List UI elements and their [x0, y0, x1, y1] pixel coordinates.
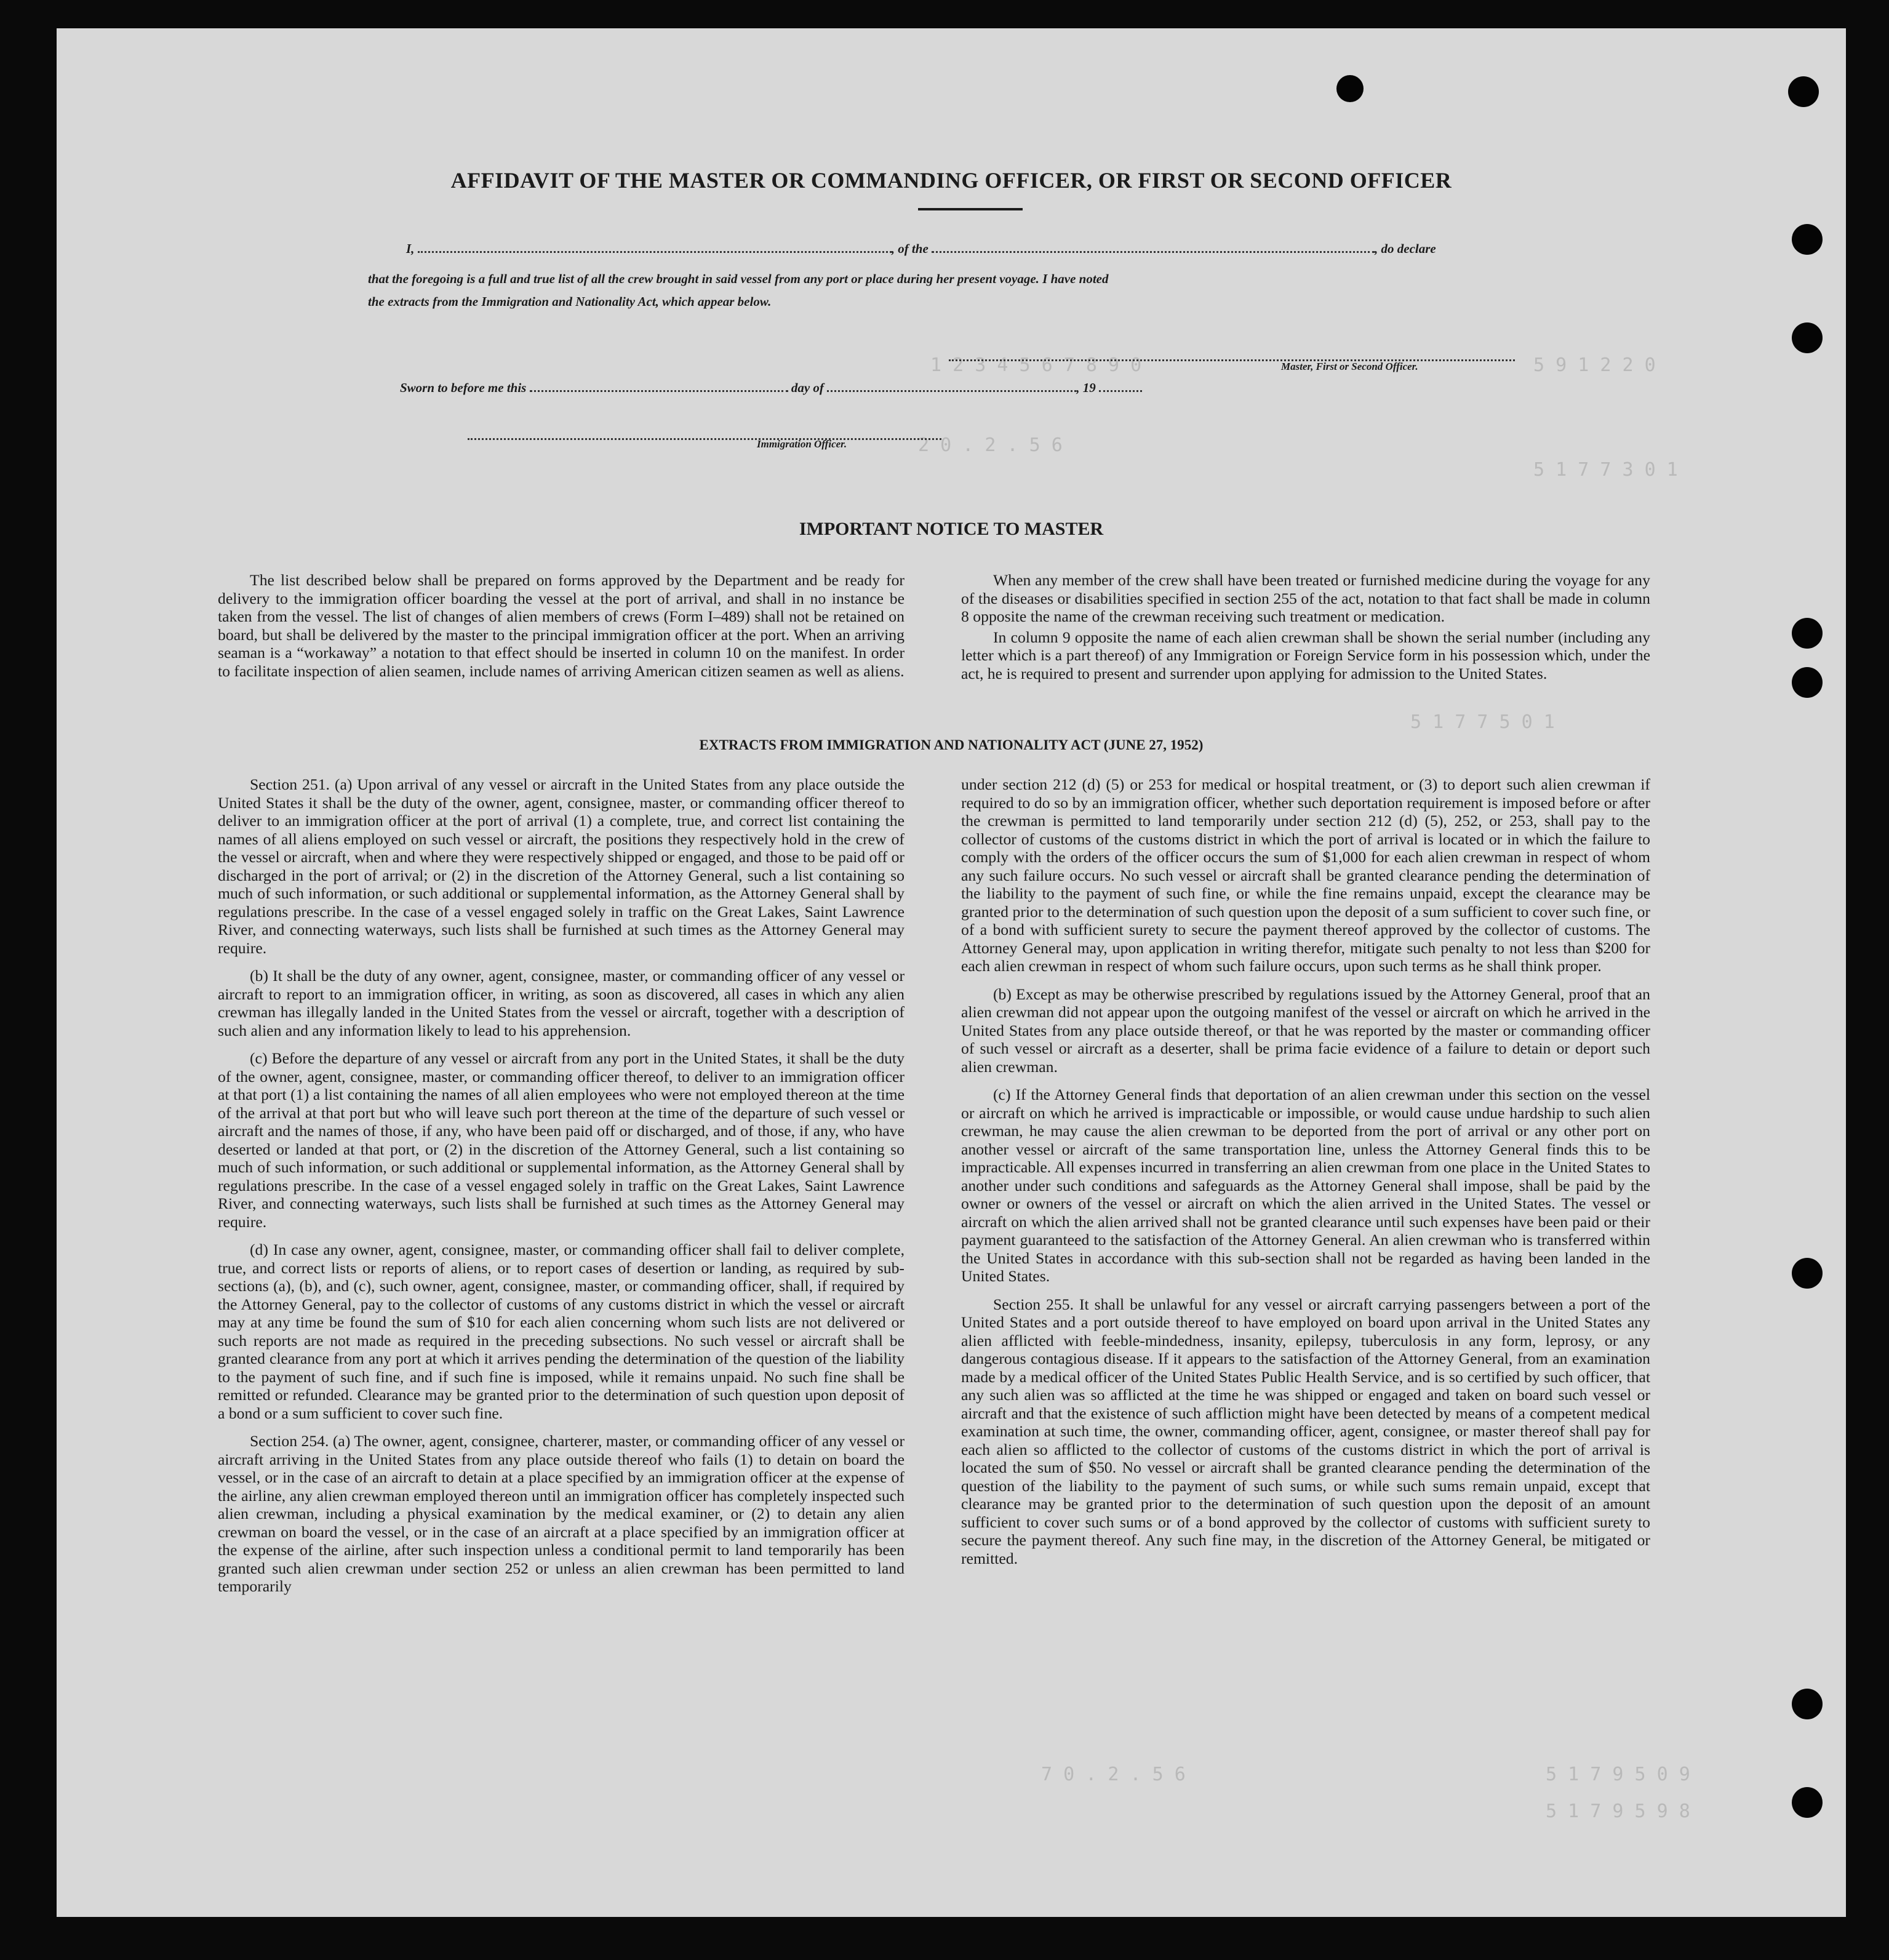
- punch-hole: [1336, 75, 1364, 102]
- punch-hole: [1792, 1258, 1823, 1289]
- bleed-through-text: 7 0 . 2 . 5 6: [1041, 1764, 1186, 1785]
- extracts-heading: EXTRACTS FROM IMMIGRATION AND NATIONALITY ACT (JUNE 27, 1952): [699, 737, 1204, 753]
- sworn-year-field[interactable]: [1099, 382, 1142, 392]
- name-field[interactable]: [418, 242, 892, 253]
- section-251c: (c) Before the departure of any vessel or aircraft from any port in the United States, it shall be the duty of the owner, agent, consignee, master, or commanding officer thereof, to deliver to an immigration officer at that port (1) a list containing the names of all alien employees who were not employed thereon at the time of the arrival at that port but who will leave such port thereon at the time of the departure of such vessel or aircraft and the names of those, if any, who have been paid off or discharged, and of those, if any, who have deserted or landed at that port, or (2) in the discretion of the Attorney General, such a list containing so much of such information, or such additional or supplemental information, as the Attorney General shall by regulations prescribe. In the case of a vessel engaged solely in traffic on the Great Lakes, Saint Lawrence River, and connecting waterways, such lists shall be furnished at such times as the Attorney General may require.: [218, 1049, 905, 1231]
- bleed-through-text: 5 1 7 7 3 0 1: [1533, 459, 1678, 481]
- punch-hole: [1792, 224, 1823, 255]
- sworn-prefix: Sworn to before me this: [400, 380, 527, 395]
- extracts-left-column: [218, 775, 905, 1606]
- punch-hole: [1792, 322, 1823, 353]
- bleed-through-text: 5 1 7 9 5 0 9: [1546, 1764, 1690, 1785]
- section-251a: Section 251. (a) Upon arrival of any vessel or aircraft in the United States from any place outside the United States it shall be the duty of the owner, agent, consignee, master, or commanding officer thereof to deliver to an immigration officer at the port of arrival (1) a complete, true, and correct list containing the names of all aliens employed on such vessel or aircraft, the positions they respectively hold in the crew of the vessel or aircraft, when and where they were respectively shipped or engaged, and those to be paid off or discharged in the port of arrival; or (2) in the discretion of the Attorney General, such a list containing so much of such information, or such additional or supplemental information, as the Attorney General shall by regulations prescribe. In the case of a vessel engaged solely in traffic on the Great Lakes, Saint Lawrence River, and connecting waterways, such lists shall be furnished at such times as the Attorney General may require.: [218, 775, 905, 957]
- notice-left-column: [218, 571, 905, 690]
- notice-paragraph: When any member of the crew shall have been treated or furnished medicine during the voyage for any of the diseases or disabilities specified in section 255 of the act, notation to that fact shall be made in column 8 opposite the name of the crewman receiving such treatment or medication.: [961, 571, 1650, 625]
- section-254b: (b) Except as may be otherwise prescribed by regulations issued by the Attorney General, proof that an alien crewman did not appear upon the outgoing manifest of the vessel or aircraft on which he arrived in the United States from any place outside thereof, or that he was reported by the master or commanding officer of such vessel or aircraft as a deserter, shall be prima facie evidence of a failure to detain or deport such alien crewman.: [961, 985, 1650, 1076]
- section-255: Section 255. It shall be unlawful for any vessel or aircraft carrying passengers between a port of the United States and a port outside thereof to have employed on board upon arrival in the United States any alien afflicted with feeble-mindedness, insanity, epilepsy, tuberculosis in any form, leprosy, or any dangerous contagious disease. If it appears to the satisfaction of the Attorney General, from an examination made by a medical officer of the United States Public Health Service, and is so certified by such officer, that any such alien was so afflicted at the time he was shipped or engaged and taken on board such vessel or aircraft and that the existence of such affliction might have been detected by means of a competent medical examination at such time, the owner, commanding officer, agent, consignee, or master thereof shall pay for each alien so afflicted to the collector of customs of the customs district in which the port of arrival is located the sum of $50. No vessel or aircraft shall be granted clearance pending the determination of the question of the liability to the payment of such sums, or while such sums remain unpaid, except that clearance may be granted prior to the determination of such question upon the deposit of an amount sufficient to cover such sums or of a bond approved by the collector of customs with sufficient surety to secure the payment thereof. Any such fine may, in the discretion of the Attorney General, be mitigated or remitted.: [961, 1295, 1650, 1567]
- bleed-through-text: 1 2 3 4 5 6 7 8 9 0: [930, 354, 1142, 376]
- declare-of: , of the: [891, 241, 929, 256]
- section-251b: (b) It shall be the duty of any owner, agent, consignee, master, or commanding officer of any vessel or aircraft to report to an immigration officer, in writing, as soon as discovered, all cases in which any alien crewman has illegally landed in the United States from the vessel or aircraft, together with a description of such alien and any information likely to lead to his apprehension.: [218, 967, 905, 1039]
- bleed-through-text: 5 1 7 9 5 9 8: [1546, 1801, 1690, 1822]
- notice-right-column: [961, 571, 1650, 692]
- sworn-line: [400, 380, 1142, 396]
- section-254c: (c) If the Attorney General finds that deportation of an alien crewman under this section on the vessel or aircraft on which he arrived is impracticable or impossible, or would cause undue hardship to such alien crewman, he may cause the alien crewman to be deported from the port of arrival or any other port on another vessel or aircraft of the same transportation line, unless the Attorney General finds this to be impracticable. All expenses incurred in transferring an alien crewman from one place in the United States to another under such conditions and safeguards as the Attorney General shall impose, shall be paid by the owner or owners of the vessel or aircraft on which the alien arrived in the United States. The vessel or aircraft on which the alien arrived shall not be granted clearance until such expenses have been paid or their payment guaranteed to the satisfaction of the Attorney General. An alien crewman who is transferred within the United States in accordance with this sub-section shall not be regarded as having been landed in the United States.: [961, 1086, 1650, 1285]
- vessel-field[interactable]: [932, 242, 1375, 253]
- section-251d: (d) In case any owner, agent, consignee, master, or commanding officer shall fail to deliver complete, true, and correct lists or reports of aliens, or to report cases of desertion or landing, as required by sub-sections (a), (b), and (c), such owner, agent, consignee, master, or commanding officer, shall, if required by the Attorney General, pay to the collector of customs of any customs district in which the vessel or aircraft may at any time be found the sum of $10 for each alien concerning whom such lists are not delivered or such reports are not made as required in the preceding subsections. No such vessel or aircraft shall be granted clearance from any port at which it arrives pending the determination of the question of the liability to the payment of such fine, and if such fine is imposed, while it remains unpaid. No such fine shall be remitted or refunded. Clearance may be granted prior to the determination of such question upon deposit of a bond or a sum sufficient to cover such fine.: [218, 1241, 905, 1422]
- declare-prefix: I,: [406, 241, 415, 256]
- master-caption: Master, First or Second Officer.: [1281, 361, 1418, 372]
- notice-paragraph: The list described below shall be prepared on forms approved by the Department and be ready for delivery to the immigration officer boarding the vessel at the port of arrival, and shall in no instance be taken from the vessel. The list of changes of alien members of crews (Form I–489) shall not be retained on board, but shall be delivered by the master to the principal immigration officer at the port. When an arriving seaman is a “workaway” a notation to that effect should be inserted in column 10 on the manifest. In order to facilitate inspection of alien seamen, include names of arriving American citizen seamen as well as aliens.: [218, 571, 905, 680]
- declaration-text-2: the extracts from the Immigration and Nationality Act, which appear below.: [368, 294, 772, 309]
- sworn-month-field[interactable]: [827, 382, 1076, 392]
- declare-suffix: , do declare: [1375, 241, 1436, 256]
- immigration-officer-signature-field[interactable]: [468, 430, 941, 440]
- affidavit-title: AFFIDAVIT OF THE MASTER OR COMMANDING OFFICER, OR FIRST OR SECOND OFFICER: [450, 168, 1452, 193]
- bleed-through-text: 5 1 7 7 5 0 1: [1410, 711, 1555, 733]
- bleed-through-text: 5 9 1 2 2 0: [1533, 354, 1656, 376]
- punch-hole: [1792, 1689, 1823, 1719]
- section-254a-continued: under section 212 (d) (5) or 253 for medical or hospital treatment, or (3) to deport such alien crewman if required to do so by an immigration officer, whether such deportation requirement is imposed before or after the crewman is permitted to land temporarily under section 212 (d) (5), 252, or 253, shall pay to the collector of customs of the customs district in which the port of arrival is located or in which the failure to comply with the orders of the officer occurs the sum of $1,000 for each alien crewman in respect of whom any such failure occurs. No such vessel or aircraft shall be granted clearance pending the determination of the liability to the payment of such fine, or while the fine remains unpaid, except the clearance may be granted prior to the determination of such question upon the deposit of a sum sufficient to cover such fine, or of a bond with sufficient surety to secure the payment thereof approved by the collector of customs. The Attorney General may, upon application in writing therefor, mitigate such penalty to not less than $200 for each alien crewman in respect of whom such failure occurs, upon such terms as he shall think proper.: [961, 775, 1650, 975]
- punch-hole: [1788, 76, 1819, 107]
- section-254a: Section 254. (a) The owner, agent, consignee, charterer, master, or commanding officer of any vessel or aircraft arriving in the United States from any place outside thereof who fails (1) to detain on board the vessel, or in the case of an aircraft to detain at a place specified by an immigration officer at the expense of the airline, any alien crewman employed thereon until an immigration officer has completely inspected such alien crewman, including a physical examination by the medical examiner, or (2) to detain any alien crewman on board the vessel, or in the case of an aircraft at a place specified by an immigration officer at the expense of the airline, after such inspection unless a conditional permit to land temporarily has been granted such alien crewman under section 252 or unless an alien crewman has been permitted to land temporarily: [218, 1432, 905, 1595]
- extracts-right-column: [961, 775, 1650, 1577]
- punch-hole: [1792, 1787, 1823, 1818]
- sworn-day-of: day of: [791, 380, 824, 395]
- document-page: [57, 28, 1846, 1917]
- sworn-year: , 19: [1076, 380, 1096, 395]
- title-underline: [918, 208, 1023, 210]
- notice-paragraph: In column 9 opposite the name of each alien crewman shall be shown the serial number (including any letter which is a part thereof) of any Immigration or Foreign Service form in his possession which, under the act, he is required to present and surrender upon applying for admission to the United States.: [961, 628, 1650, 682]
- declaration-text-1: that the foregoing is a full and true list of all the crew brought in said vessel from any port or place during her present voyage. I have noted: [368, 271, 1109, 286]
- notice-heading: IMPORTANT NOTICE TO MASTER: [799, 519, 1104, 539]
- bleed-through-text: 2 0 . 2 . 5 6: [918, 434, 1063, 456]
- sworn-day-field[interactable]: [530, 382, 788, 392]
- punch-hole: [1792, 618, 1823, 649]
- declare-line: [406, 241, 1436, 257]
- officer-caption: Immigration Officer.: [757, 438, 847, 450]
- punch-hole: [1792, 667, 1823, 698]
- master-signature-field[interactable]: [949, 351, 1515, 361]
